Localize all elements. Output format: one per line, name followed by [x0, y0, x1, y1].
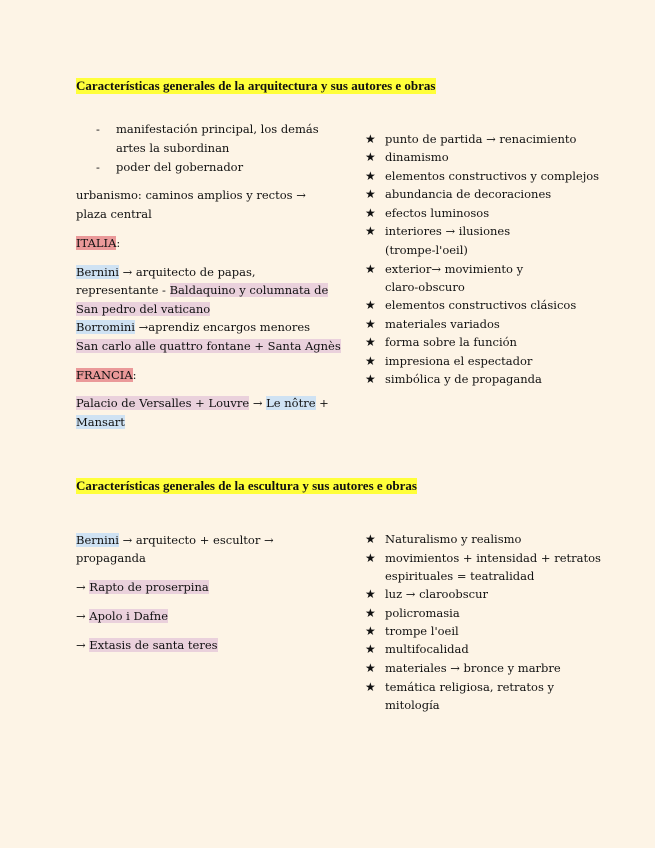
sculpture-heading: Características generales de la escultura y sus autores e obras — [76, 478, 417, 493]
work-item — [76, 636, 218, 654]
work-title: Extasis de santa teres — [89, 638, 218, 652]
star-icon: ★ — [365, 187, 376, 201]
star-list-item: ★ multifocalidad — [365, 640, 469, 659]
star-list-item: ★ impresiona el espectador — [365, 352, 532, 371]
star-list-item: ★ materiales → bronce y marbre — [365, 659, 561, 678]
borromini-line — [76, 318, 310, 336]
star-icon: ★ — [365, 206, 376, 220]
urbanismo-text: urbanismo: caminos amplios y rectos → — [76, 188, 306, 202]
star-list-item: ★ policromasia — [365, 604, 460, 623]
star-list-item: ★ elementos constructivos y complejos — [365, 167, 599, 186]
star-list-item-cont: mitología — [385, 698, 440, 712]
bernini-desc: → arquitecto de papas, — [118, 265, 256, 279]
bernini-desc: → arquitecto + escultor → — [118, 533, 274, 547]
star-list-item-cont: espirituales = teatralidad — [385, 569, 535, 583]
star-icon: ★ — [365, 680, 376, 694]
star-list-item: ★ efectos luminosos — [365, 204, 489, 223]
dash-bullet: - — [96, 122, 100, 136]
star-list-item-cont: claro-obscuro — [385, 280, 465, 294]
urbanismo-text-cont: plaza central — [76, 207, 152, 221]
star-icon: ★ — [365, 587, 376, 601]
star-icon: ★ — [365, 661, 376, 675]
representante-line — [76, 281, 328, 299]
star-list-item: ★ punto de partida → renacimiento — [365, 130, 576, 149]
star-list-item-cont: (trompe-l'oeil) — [385, 243, 468, 257]
star-icon: ★ — [365, 262, 376, 276]
star-list-item: ★ materiales variados — [365, 315, 500, 334]
star-list-item: ★ interiores → ilusiones — [365, 222, 510, 241]
san-pedro-text: San pedro del vaticano — [76, 302, 211, 316]
francia-line — [76, 366, 137, 384]
work-title: Apolo i Dafne — [89, 609, 169, 623]
star-icon: ★ — [365, 169, 376, 183]
dash-item-text-cont: artes la subordinan — [116, 141, 230, 155]
bernini-sculpt-line — [76, 531, 274, 549]
francia-label: FRANCIA — [76, 368, 133, 382]
colon: : — [132, 368, 137, 382]
dash-bullet: - — [96, 160, 100, 174]
star-list-item: ★ dinamismo — [365, 148, 449, 167]
star-icon: ★ — [365, 298, 376, 312]
work-item — [76, 578, 209, 596]
plus: + — [315, 396, 329, 410]
star-icon: ★ — [365, 551, 376, 565]
arrow: → — [249, 396, 267, 410]
san-pedro-line — [76, 300, 210, 318]
bernini-name: Bernini — [76, 265, 119, 279]
bernini-line — [76, 263, 256, 281]
borromini-desc: →aprendiz encargos menores — [134, 320, 311, 334]
arrow: → — [76, 580, 90, 594]
san-carlo-text: San carlo alle quattro fontane + Santa Agnès — [76, 339, 341, 353]
palacio-text: Palacio de Versalles + Louvre — [76, 396, 250, 410]
colon: : — [116, 236, 121, 250]
star-icon: ★ — [365, 354, 376, 368]
le-notre-name: Le nôtre — [266, 396, 316, 410]
italia-line — [76, 234, 120, 252]
star-list-item: ★ simbólica y de propaganda — [365, 370, 542, 389]
bernini-name: Bernini — [76, 533, 119, 547]
borromini-name: Borromini — [76, 320, 135, 334]
star-list-item: ★ temática religiosa, retratos y — [365, 678, 554, 697]
architecture-heading: Características generales de la arquitectura y sus autores e obras — [76, 78, 436, 93]
star-list-item: ★ trompe l'oeil — [365, 622, 459, 641]
star-icon: ★ — [365, 606, 376, 620]
mansart-name: Mansart — [76, 415, 125, 429]
star-list-item: ★ forma sobre la función — [365, 333, 517, 352]
star-list-item: ★ abundancia de decoraciones — [365, 185, 551, 204]
star-icon: ★ — [365, 642, 376, 656]
star-icon: ★ — [365, 317, 376, 331]
representante-prefix: representante - — [76, 283, 170, 297]
arrow: → — [76, 638, 90, 652]
baldaquino-text: Baldaquino y columnata de — [169, 283, 329, 297]
work-item — [76, 607, 168, 625]
star-icon: ★ — [365, 224, 376, 238]
arrow: → — [76, 609, 90, 623]
mansart-line — [76, 413, 125, 431]
dash-item-text: manifestación principal, los demás — [116, 122, 319, 136]
star-list-item: ★ Naturalismo y realismo — [365, 530, 521, 549]
palacio-line — [76, 394, 329, 412]
star-list-item: ★ luz → claroobscur — [365, 585, 488, 604]
star-icon: ★ — [365, 532, 376, 546]
star-icon: ★ — [365, 150, 376, 164]
star-icon: ★ — [365, 335, 376, 349]
star-icon: ★ — [365, 132, 376, 146]
italia-label: ITALIA — [76, 236, 117, 250]
work-title: Rapto de proserpina — [89, 580, 209, 594]
star-list-item: ★ movimientos + intensidad + retratos — [365, 549, 601, 568]
propaganda-text: propaganda — [76, 551, 146, 565]
star-list-item: ★ exterior→ movimiento y — [365, 260, 523, 279]
dash-item-text: poder del gobernador — [116, 160, 244, 174]
san-carlo-line — [76, 337, 341, 355]
star-icon: ★ — [365, 372, 376, 386]
star-icon: ★ — [365, 624, 376, 638]
star-list-item: ★ elementos constructivos clásicos — [365, 296, 576, 315]
